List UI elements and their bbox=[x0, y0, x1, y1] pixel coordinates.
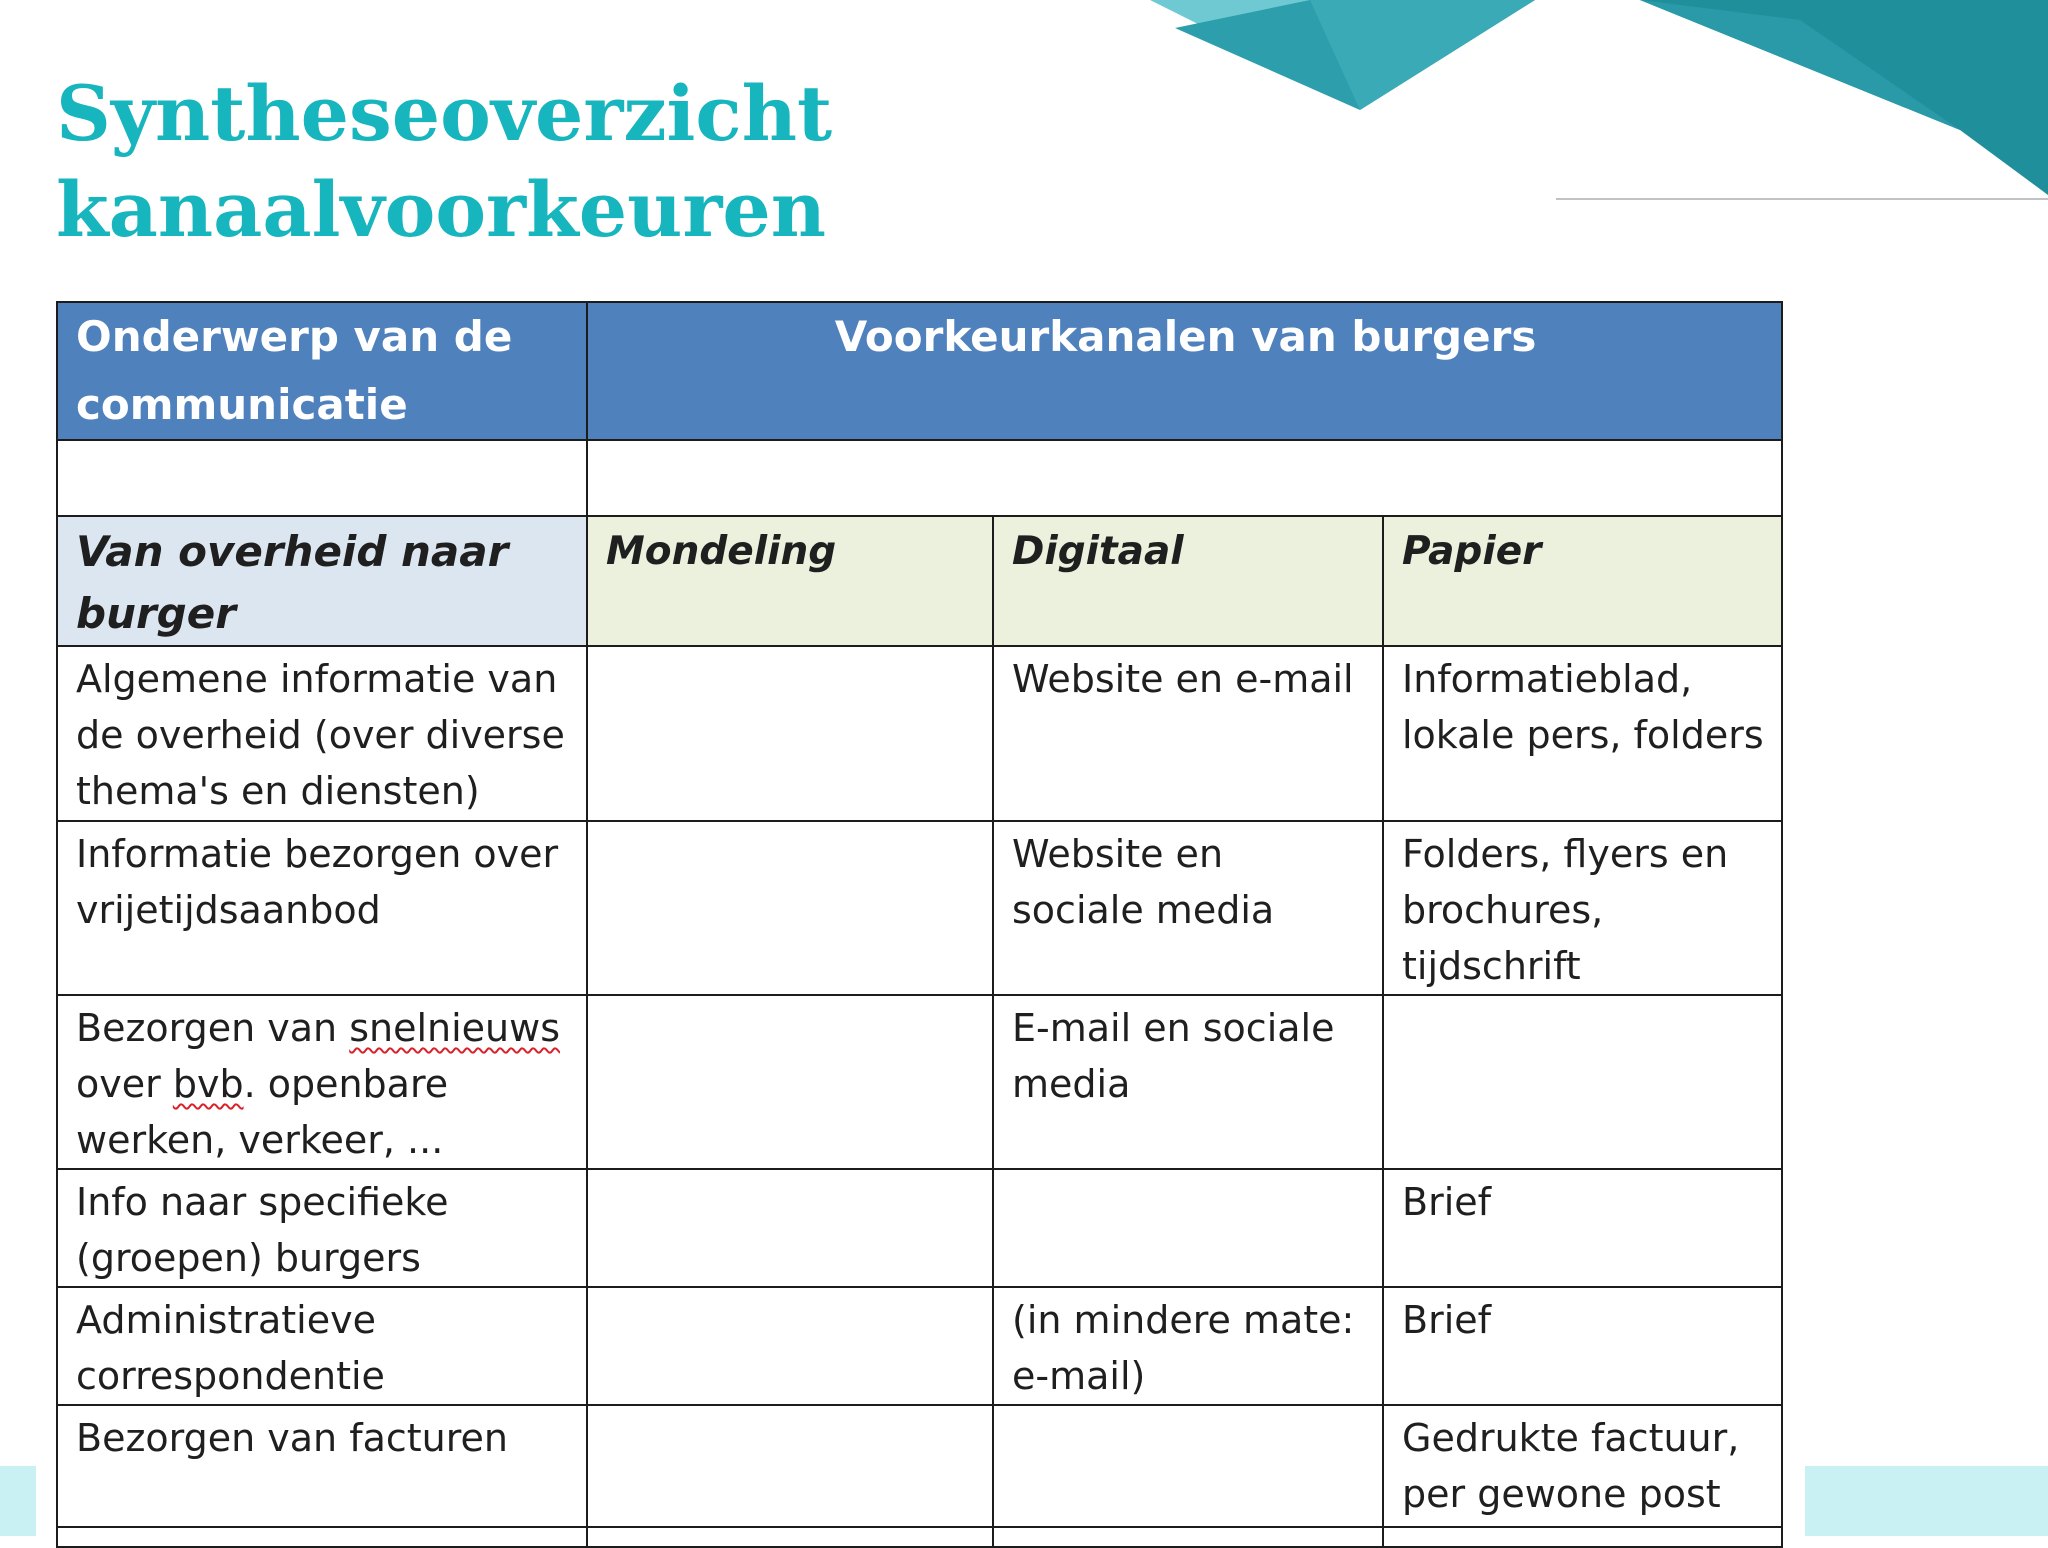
slide-title-line-1: Syntheseoverzicht bbox=[56, 69, 833, 158]
subheader-direction: Van overheid naar burger bbox=[57, 516, 587, 646]
cell-mondeling bbox=[587, 821, 993, 995]
table-row bbox=[57, 646, 1782, 821]
table-row bbox=[57, 995, 1782, 1169]
cell-digitaal: (in mindere mate: e-mail) bbox=[993, 1287, 1383, 1405]
table-header-row bbox=[57, 302, 1782, 440]
cell-topic: Informatie bezorgen over vrijetijdsaanbod bbox=[57, 821, 587, 995]
decorative-corner-left bbox=[0, 1466, 36, 1536]
cell-digitaal: E-mail en sociale media bbox=[993, 995, 1383, 1169]
cut-off-cell bbox=[993, 1527, 1383, 1547]
slide-title bbox=[56, 66, 832, 258]
cell-mondeling bbox=[587, 1405, 993, 1527]
cell-topic: Info naar specifieke (groepen) burgers bbox=[57, 1169, 587, 1287]
subheader-papier: Papier bbox=[1383, 516, 1782, 646]
cell-mondeling bbox=[587, 646, 993, 821]
subheader-mondeling: Mondeling bbox=[587, 516, 993, 646]
cut-off-cell bbox=[587, 1527, 993, 1547]
cell-topic-text: . openbare werken, verkeer, ... bbox=[76, 1062, 449, 1162]
table-row-cut-off bbox=[57, 1527, 1782, 1547]
cell-papier: Brief bbox=[1383, 1287, 1782, 1405]
subheader-digitaal: Digitaal bbox=[993, 516, 1383, 646]
table-row bbox=[57, 1287, 1782, 1405]
table-row bbox=[57, 1405, 1782, 1527]
cell-topic: Algemene informatie van de overheid (over diverse thema's en diensten) bbox=[57, 646, 587, 821]
blank-cell bbox=[57, 440, 587, 516]
slide-title-line-2: kanaalvoorkeuren bbox=[56, 165, 827, 254]
decorative-line bbox=[1556, 198, 2048, 200]
deco-polygon-light bbox=[1150, 0, 1360, 75]
header-channels: Voorkeurkanalen van burgers bbox=[587, 302, 1782, 440]
cell-topic-text: over bbox=[76, 1062, 173, 1106]
blank-cell bbox=[587, 440, 1782, 516]
table-subheader-row bbox=[57, 516, 1782, 646]
cell-papier: Informatieblad, lokale pers, folders bbox=[1383, 646, 1782, 821]
table-row bbox=[57, 821, 1782, 995]
deco-polygon-dark bbox=[1640, 0, 2048, 195]
cell-mondeling bbox=[587, 995, 993, 1169]
cell-digitaal: Website en sociale media bbox=[993, 821, 1383, 995]
table-blank-row bbox=[57, 440, 1782, 516]
table-row bbox=[57, 1169, 1782, 1287]
cell-digitaal bbox=[993, 1169, 1383, 1287]
cell-papier: Brief bbox=[1383, 1169, 1782, 1287]
cell-mondeling bbox=[587, 1169, 993, 1287]
channel-preference-table bbox=[56, 301, 1783, 1548]
cell-digitaal: Website en e-mail bbox=[993, 646, 1383, 821]
cell-topic-text: Bezorgen van bbox=[76, 1006, 350, 1050]
deco-polygon-mid bbox=[1175, 0, 1535, 110]
cut-off-cell bbox=[1383, 1527, 1782, 1547]
cell-papier bbox=[1383, 995, 1782, 1169]
deco-polygon-dark2 bbox=[1640, 0, 1960, 130]
deco-polygon-mid2 bbox=[1310, 0, 1535, 110]
header-topic: Onderwerp van de communicatie bbox=[57, 302, 587, 440]
spellcheck-word: bvb bbox=[172, 1062, 244, 1106]
cell-topic bbox=[57, 995, 587, 1169]
cell-topic: Administratieve correspondentie bbox=[57, 1287, 587, 1405]
cell-papier: Folders, flyers en brochures, tijdschrift bbox=[1383, 821, 1782, 995]
cell-topic: Bezorgen van facturen bbox=[57, 1405, 587, 1527]
cell-digitaal bbox=[993, 1405, 1383, 1527]
cell-papier: Gedrukte factuur, per gewone post bbox=[1383, 1405, 1782, 1527]
decorative-corner-right bbox=[1805, 1466, 2048, 1536]
cell-mondeling bbox=[587, 1287, 993, 1405]
cut-off-cell bbox=[57, 1527, 587, 1547]
spellcheck-word: snelnieuws bbox=[349, 1006, 561, 1050]
